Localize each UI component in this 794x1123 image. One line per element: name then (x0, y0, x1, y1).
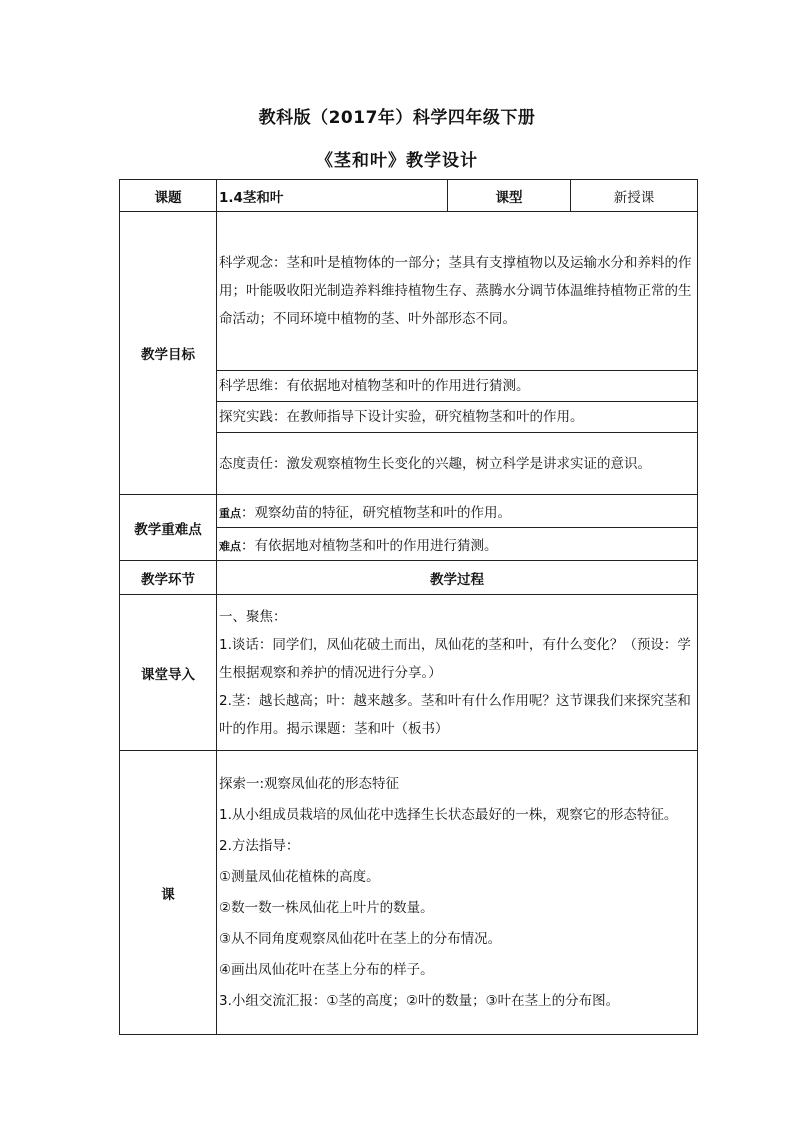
key-points-label: 教学重难点 (120, 495, 217, 561)
difficulty-text: ：有依据地对植物茎和叶的作用进行猜测。 (241, 538, 498, 554)
document-title: 教科版（2017年）科学四年级下册 (258, 108, 536, 128)
intro-content (217, 595, 698, 751)
key-point-row (120, 495, 698, 528)
lesson-row (120, 751, 698, 1035)
goal-row (120, 212, 698, 371)
focus-cell (217, 495, 698, 528)
lesson-plan-table (119, 179, 698, 1035)
lesson-line: 1.从小组成员栽培的凤仙花中选择生长状态最好的一株，观察它的形态特征。 (219, 806, 678, 823)
lesson-label: 课 (120, 751, 217, 1035)
type-value: 新授课 (571, 180, 698, 212)
focus-text: ：观察幼苗的特征，研究植物茎和叶的作用。 (241, 505, 511, 521)
difficulty-tag: 难点 (219, 540, 241, 553)
goals-label: 教学目标 (120, 212, 217, 495)
difficulty-cell (217, 528, 698, 561)
intro-line: 2.茎：越长越高；叶：越来越多。茎和叶有什么作用呢？这节课我们来探究茎和叶的作用。揭示课题：茎和叶（板书） (219, 692, 691, 737)
process-label: 教学过程 (217, 561, 698, 595)
lesson-line: 2.方法指导： (219, 837, 300, 854)
intro-line: 1.谈话：同学们，凤仙花破土而出，凤仙花的茎和叶，有什么变化？（预设：学生根据观察和养护的情况进行分享。） (219, 636, 691, 681)
focus-tag: 重点 (219, 507, 241, 520)
goal-science-thinking: 科学思维：有依据地对植物茎和叶的作用进行猜测。 (217, 371, 698, 402)
lesson-line: ③从不同角度观察凤仙花叶在茎上的分布情况。 (219, 930, 502, 947)
intro-row (120, 595, 698, 751)
lesson-line: ②数一数一株凤仙花上叶片的数量。 (219, 899, 434, 916)
lesson-line: ①测量凤仙花植株的高度。 (219, 868, 380, 885)
topic-row (120, 180, 698, 212)
lesson-title: 《茎和叶》教学设计 (316, 151, 478, 171)
intro-label: 课堂导入 (120, 595, 217, 751)
lesson-content (217, 751, 698, 1035)
intro-line: 一、聚焦： (219, 608, 287, 625)
topic-value: 1.4茎和叶 (217, 180, 448, 212)
process-header-row (120, 561, 698, 595)
lesson-line: 3.小组交流汇报：①茎的高度；②叶的数量；③叶在茎上的分布图。 (219, 992, 620, 1009)
lesson-line: ④画出凤仙花叶在茎上分布的样子。 (219, 961, 434, 978)
lesson-line: 探索一:观察凤仙花的形态特征 (219, 775, 400, 792)
topic-label: 课题 (120, 180, 217, 212)
goal-inquiry-practice: 探究实践：在教师指导下设计实验，研究植物茎和叶的作用。 (217, 402, 698, 433)
goal-attitude: 态度责任：激发观察植物生长变化的兴趣，树立科学是讲求实证的意识。 (217, 433, 698, 495)
type-label: 课型 (448, 180, 571, 212)
stage-label: 教学环节 (120, 561, 217, 595)
goal-science-concept: 科学观念：茎和叶是植物体的一部分；茎具有支撑植物以及运输水分和养料的作用；叶能吸收阳光制造养料维持植物生存、蒸腾水分调节体温维持植物正常的生命活动；不同环境中植物的茎、叶外部形态不同。 (217, 212, 698, 371)
